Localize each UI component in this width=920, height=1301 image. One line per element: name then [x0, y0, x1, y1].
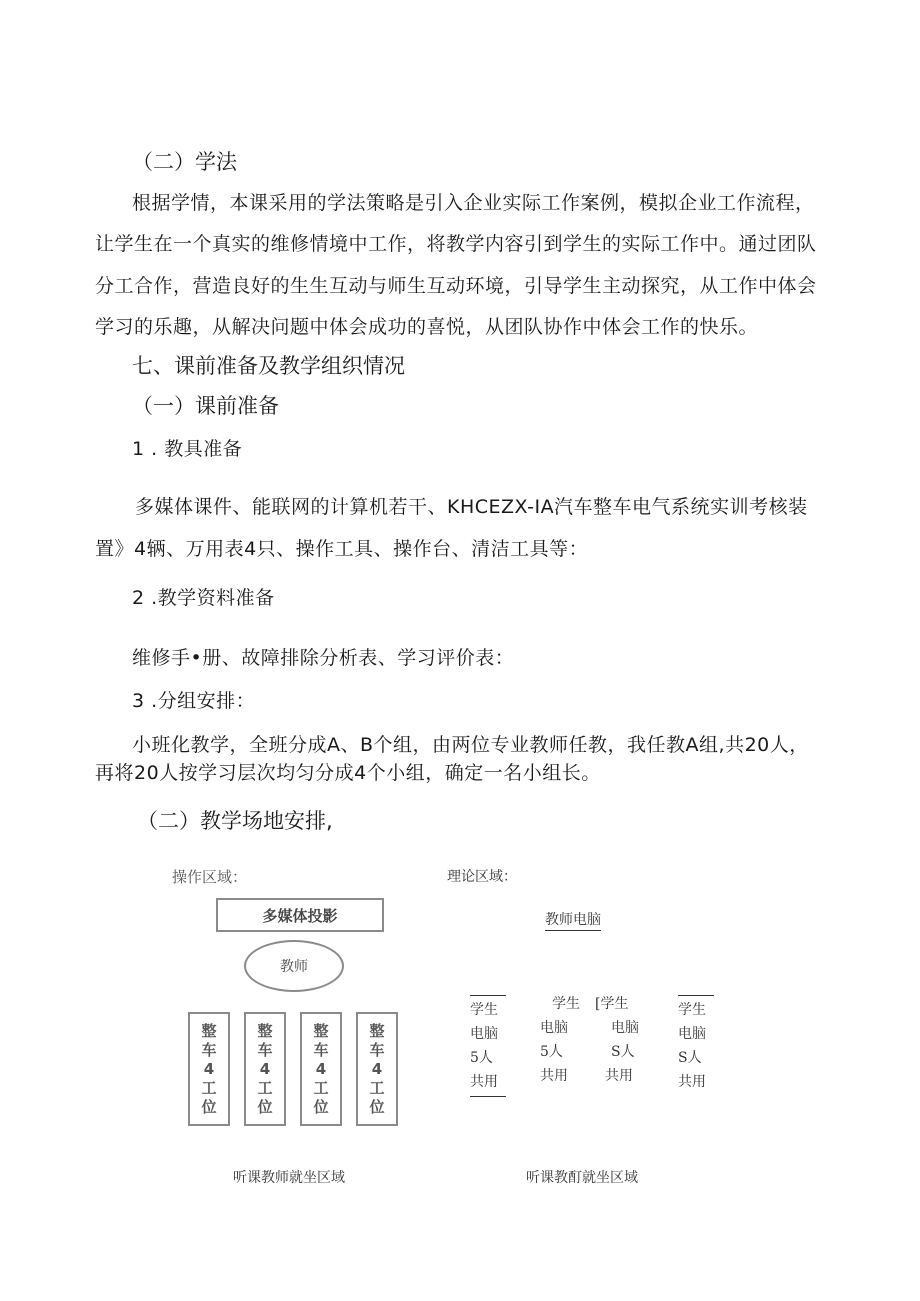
- operation-area-label: 操作区域：: [172, 868, 248, 886]
- item2-title: 2 .教学资料准备: [132, 587, 275, 609]
- workstation-char: 4: [315, 1059, 327, 1078]
- teacher-pc-label: 教师电脑: [545, 909, 601, 931]
- workstation-char: 4: [371, 1059, 383, 1078]
- pc-line: 共用: [470, 1074, 498, 1090]
- prep-title: （一）课前准备: [132, 394, 279, 418]
- workstation-char: 位: [201, 1097, 217, 1116]
- xuefa-line-1: 根据学情，本课采用的学法策略是引入企业实际工作案例，模拟企业工作流程，: [132, 192, 815, 214]
- pc-line: 学生: [470, 1002, 498, 1018]
- pc-line: S人: [611, 1044, 635, 1060]
- student-pc-group-2: [540, 992, 600, 1088]
- xuefa-line-4: 学习的乐趣，从解决问题中体会成功的喜悦，从团队协作中体会工作的快乐。: [95, 316, 759, 338]
- workstation-char: 4: [203, 1059, 215, 1078]
- projector-label: 多媒体投影: [262, 906, 338, 925]
- workstation-char: 车: [257, 1040, 273, 1059]
- teacher-ellipse: [244, 940, 344, 992]
- workstation-char: 整: [257, 1021, 273, 1040]
- workstation-char: 位: [313, 1097, 329, 1116]
- pc-line: 共用: [678, 1074, 706, 1090]
- workstation-char: 车: [369, 1040, 385, 1059]
- item2-line: 维修手•册、故障排除分析表、学习评价表：: [132, 647, 515, 669]
- pc-line: 电脑: [611, 1020, 639, 1036]
- item1-line-1: 多媒体课件、能联网的计算机若干、KHCEZX-IA汽车整车电气系统实训考核装: [135, 496, 808, 518]
- workstation-char: 整: [201, 1021, 217, 1040]
- workstation-4: [356, 1012, 398, 1126]
- student-pc-group-3: [595, 992, 655, 1088]
- left-caption: 听课教师就坐区域: [233, 1170, 345, 1186]
- item1-line-2: 置》4辆、万用表4只、操作工具、操作台、清洁工具等：: [95, 538, 589, 560]
- workstation-3: [300, 1012, 342, 1126]
- teacher-label: 教师: [280, 959, 308, 975]
- item3-title: 3 .分组安排：: [132, 690, 256, 712]
- workstation-char: 车: [313, 1040, 329, 1059]
- theory-area-label: 理论区域：: [447, 869, 517, 885]
- xuefa-line-3: 分工合作，营造良好的生生互动与师生互动环境，引导学生主动探究，从工作中体会: [95, 275, 817, 297]
- workstation-char: 位: [369, 1097, 385, 1116]
- venue-title: （二）教学场地安排,: [137, 809, 333, 833]
- xuefa-title: （二）学法: [132, 150, 237, 174]
- workstation-char: 工: [257, 1078, 273, 1097]
- xuefa-line-2: 让学生在一个真实的维修情境中工作，将教学内容引到学生的实际工作中。通过团队: [95, 233, 817, 255]
- workstation-char: 位: [257, 1097, 273, 1116]
- item3-line-2: 再将20人按学习层次均匀分成4个小组，确定一名小组长。: [95, 762, 601, 784]
- workstation-char: 工: [369, 1078, 385, 1097]
- item1-title: 1 . 教具准备: [132, 438, 243, 460]
- pc-line: 5人: [470, 1050, 493, 1066]
- workstation-char: 4: [259, 1059, 271, 1078]
- student-pc-group-4: [678, 995, 714, 1094]
- pc-line: 5人: [540, 1044, 563, 1060]
- pc-line: 共用: [540, 1068, 568, 1084]
- pc-line: [学生: [595, 996, 629, 1012]
- workstation-char: 整: [313, 1021, 329, 1040]
- pc-line: 电脑: [678, 1026, 706, 1042]
- pc-line: 共用: [605, 1068, 633, 1084]
- student-pc-group-1: [470, 995, 506, 1097]
- workstation-char: 车: [201, 1040, 217, 1059]
- workstation-char: 工: [313, 1078, 329, 1097]
- item3-line-1: 小班化教学，全班分成A、B个组，由两位专业教师任教，我任教A组,共20人，: [132, 734, 809, 756]
- workstation-char: 工: [201, 1078, 217, 1097]
- projector-box: [216, 898, 384, 932]
- pc-line: 电脑: [470, 1026, 498, 1042]
- workstation-2: [244, 1012, 286, 1126]
- pc-line: S人: [678, 1050, 702, 1066]
- workstation-1: [188, 1012, 230, 1126]
- pc-line: 电脑: [540, 1020, 568, 1036]
- workstation-char: 整: [369, 1021, 385, 1040]
- right-caption: 听课教酊就坐区域: [526, 1170, 638, 1186]
- pc-line: 学生: [552, 996, 580, 1012]
- chapter7-title: 七、课前准备及教学组织情况: [132, 354, 405, 378]
- pc-line: 学生: [678, 1002, 706, 1018]
